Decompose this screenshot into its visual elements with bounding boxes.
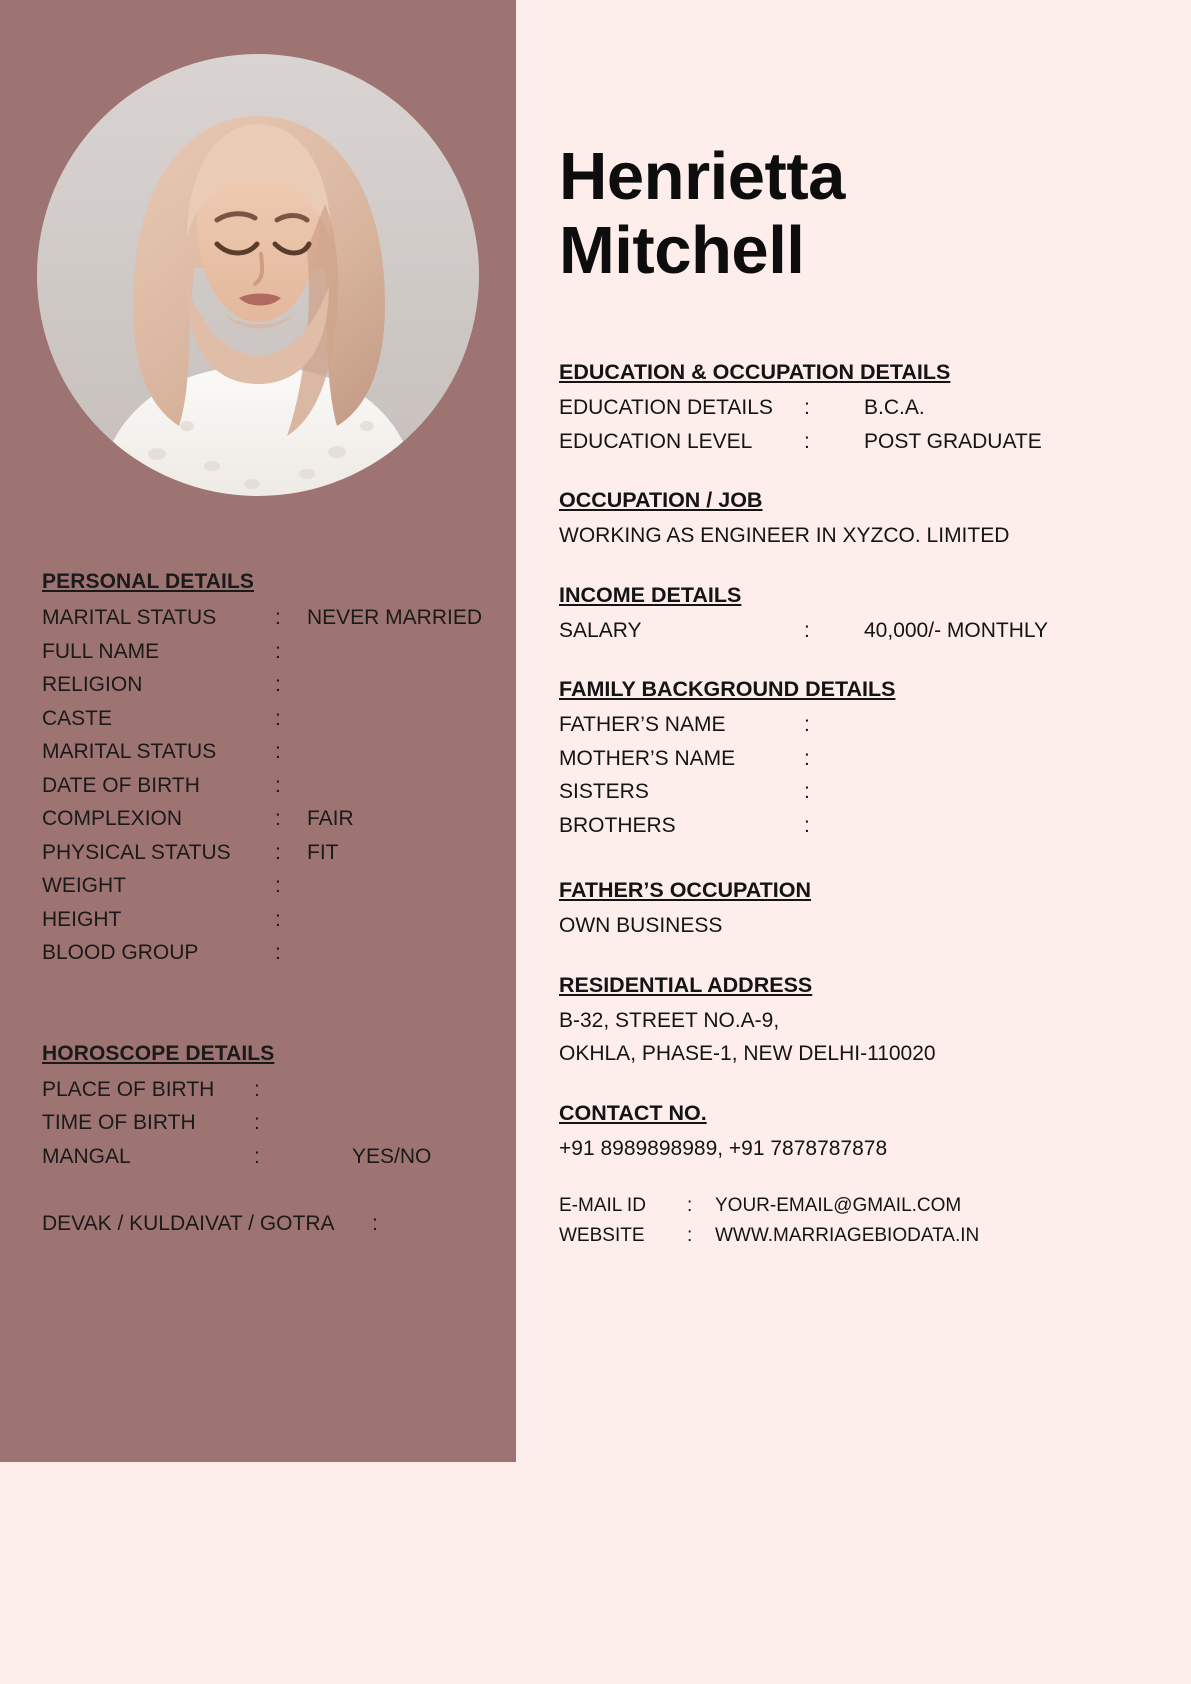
- field-label: WEBSITE: [559, 1225, 645, 1246]
- section-title-occupation: OCCUPATION / JOB: [559, 488, 763, 512]
- field-separator: :: [254, 1077, 260, 1101]
- field-label: EDUCATION DETAILS: [559, 396, 773, 419]
- field-label: DATE OF BIRTH: [42, 773, 200, 797]
- field-separator: :: [372, 1212, 378, 1235]
- row-religion: [42, 668, 502, 702]
- left-content: [42, 570, 502, 1240]
- field-label: RELIGION: [42, 673, 143, 696]
- field-label: E-MAIL ID: [559, 1195, 646, 1216]
- education-occupation-section: [559, 360, 1159, 458]
- row-full-name: [42, 635, 502, 669]
- field-label: MARITAL STATUS: [42, 606, 217, 629]
- occupation-section: [559, 488, 1159, 553]
- field-separator: :: [804, 780, 810, 803]
- section-title-contact: CONTACT NO.: [559, 1100, 707, 1125]
- field-separator: :: [275, 606, 281, 629]
- right-panel: [559, 0, 1159, 1251]
- field-separator: :: [275, 740, 281, 763]
- field-separator: :: [275, 807, 281, 830]
- left-panel: [0, 0, 516, 1462]
- row-physical-status: [42, 836, 502, 870]
- field-value: POST GRADUATE: [864, 429, 1042, 453]
- contact-phone-numbers: +91 8989898989, +91 7878787878: [559, 1136, 888, 1160]
- row-marital-status-2: [42, 735, 502, 769]
- occupation-text: WORKING AS ENGINEER IN XYZCO. LIMITED: [559, 524, 1010, 547]
- row-weight: [42, 869, 502, 903]
- contact-section: [559, 1101, 1159, 1252]
- row-brothers: [559, 809, 1159, 843]
- field-separator: :: [804, 746, 810, 770]
- field-label: PHYSICAL STATUS: [42, 840, 231, 864]
- address-line-1: B-32, STREET NO.A-9,: [559, 1008, 780, 1032]
- father-occupation-text: OWN BUSINESS: [559, 914, 723, 937]
- page-title: [559, 140, 1159, 288]
- field-label: SALARY: [559, 618, 642, 642]
- field-label: BROTHERS: [559, 813, 676, 837]
- field-separator: :: [804, 618, 810, 642]
- section-title-address: RESIDENTIAL ADDRESS: [559, 972, 813, 997]
- last-name: Mitchell: [559, 213, 805, 288]
- field-label: FULL NAME: [42, 639, 160, 663]
- field-label: HEIGHT: [42, 907, 122, 931]
- field-separator: :: [804, 813, 810, 837]
- field-label: FATHER’S NAME: [559, 713, 726, 736]
- section-title-personal: PERSONAL DETAILS: [42, 570, 255, 593]
- field-value[interactable]: WWW.MARRIAGEBIODATA.IN: [715, 1225, 980, 1246]
- residential-address-section: [559, 973, 1159, 1071]
- field-separator: :: [254, 1144, 260, 1168]
- field-label: MANGAL: [42, 1144, 131, 1168]
- field-label: CASTE: [42, 706, 113, 730]
- income-section: [559, 583, 1159, 648]
- section-title-family: FAMILY BACKGROUND DETAILS: [559, 677, 896, 701]
- row-education-details: [559, 391, 1159, 425]
- section-title-horoscope: HOROSCOPE DETAILS: [42, 1041, 275, 1065]
- avatar: [37, 54, 479, 496]
- row-mangal: [42, 1140, 502, 1174]
- field-label: EDUCATION LEVEL: [559, 429, 753, 453]
- row-height: [42, 903, 502, 937]
- row-website: [559, 1221, 1159, 1251]
- row-place-of-birth: [42, 1073, 502, 1107]
- field-value: 40,000/- MONTHLY: [864, 618, 1049, 642]
- field-label: DEVAK / KULDAIVAT / GOTRA: [42, 1212, 335, 1235]
- field-separator: :: [275, 706, 281, 730]
- field-label: MOTHER’S NAME: [559, 746, 736, 770]
- personal-details-section: [42, 570, 502, 970]
- row-caste: [42, 702, 502, 736]
- row-devak-kuldaivat-gotra: [42, 1207, 502, 1240]
- field-separator: :: [254, 1111, 260, 1134]
- row-education-level: [559, 425, 1159, 459]
- row-salary: [559, 614, 1159, 648]
- portrait-photo: [37, 54, 479, 496]
- row-email: [559, 1191, 1159, 1221]
- field-separator: :: [275, 874, 281, 897]
- row-time-of-birth: [42, 1106, 502, 1140]
- field-separator: :: [275, 673, 281, 696]
- row-sisters: [559, 775, 1159, 809]
- section-title-income: INCOME DETAILS: [559, 582, 742, 607]
- father-occupation-section: [559, 878, 1159, 943]
- row-complexion: [42, 802, 502, 836]
- first-name: Henrietta: [559, 139, 845, 214]
- field-separator: :: [275, 639, 281, 663]
- field-separator: :: [275, 941, 281, 964]
- field-label: WEIGHT: [42, 874, 126, 897]
- address-line-2: OKHLA, PHASE-1, NEW DELHI-110020: [559, 1042, 936, 1065]
- field-value: FIT: [307, 840, 339, 864]
- section-title-father-occupation: FATHER’S OCCUPATION: [559, 878, 812, 902]
- field-separator: :: [804, 429, 810, 453]
- field-separator: :: [275, 907, 281, 931]
- field-separator: :: [687, 1225, 693, 1246]
- row-fathers-name: [559, 708, 1159, 742]
- field-label: COMPLEXION: [42, 807, 183, 830]
- row-marital-status: [42, 601, 502, 635]
- field-value: FAIR: [307, 807, 354, 830]
- field-label: PLACE OF BIRTH: [42, 1077, 215, 1101]
- field-label: BLOOD GROUP: [42, 941, 199, 964]
- field-label: TIME OF BIRTH: [42, 1111, 196, 1134]
- field-separator: :: [687, 1195, 693, 1216]
- field-separator: :: [275, 773, 281, 797]
- field-separator: :: [804, 396, 810, 419]
- field-value[interactable]: YOUR-EMAIL@GMAIL.COM: [715, 1195, 962, 1216]
- contact-extra: [559, 1191, 1159, 1251]
- field-value: NEVER MARRIED: [307, 606, 483, 629]
- row-mothers-name: [559, 742, 1159, 776]
- row-date-of-birth: [42, 769, 502, 803]
- section-title-education: EDUCATION & OCCUPATION DETAILS: [559, 360, 951, 384]
- field-separator: :: [275, 840, 281, 864]
- field-separator: :: [804, 713, 810, 736]
- field-value: YES/NO: [352, 1144, 432, 1168]
- family-background-section: [559, 677, 1159, 842]
- horoscope-details-section: [42, 1042, 502, 1241]
- row-blood-group: [42, 936, 502, 970]
- field-value: B.C.A.: [864, 396, 925, 419]
- field-label: MARITAL STATUS: [42, 740, 217, 763]
- field-label: SISTERS: [559, 780, 649, 803]
